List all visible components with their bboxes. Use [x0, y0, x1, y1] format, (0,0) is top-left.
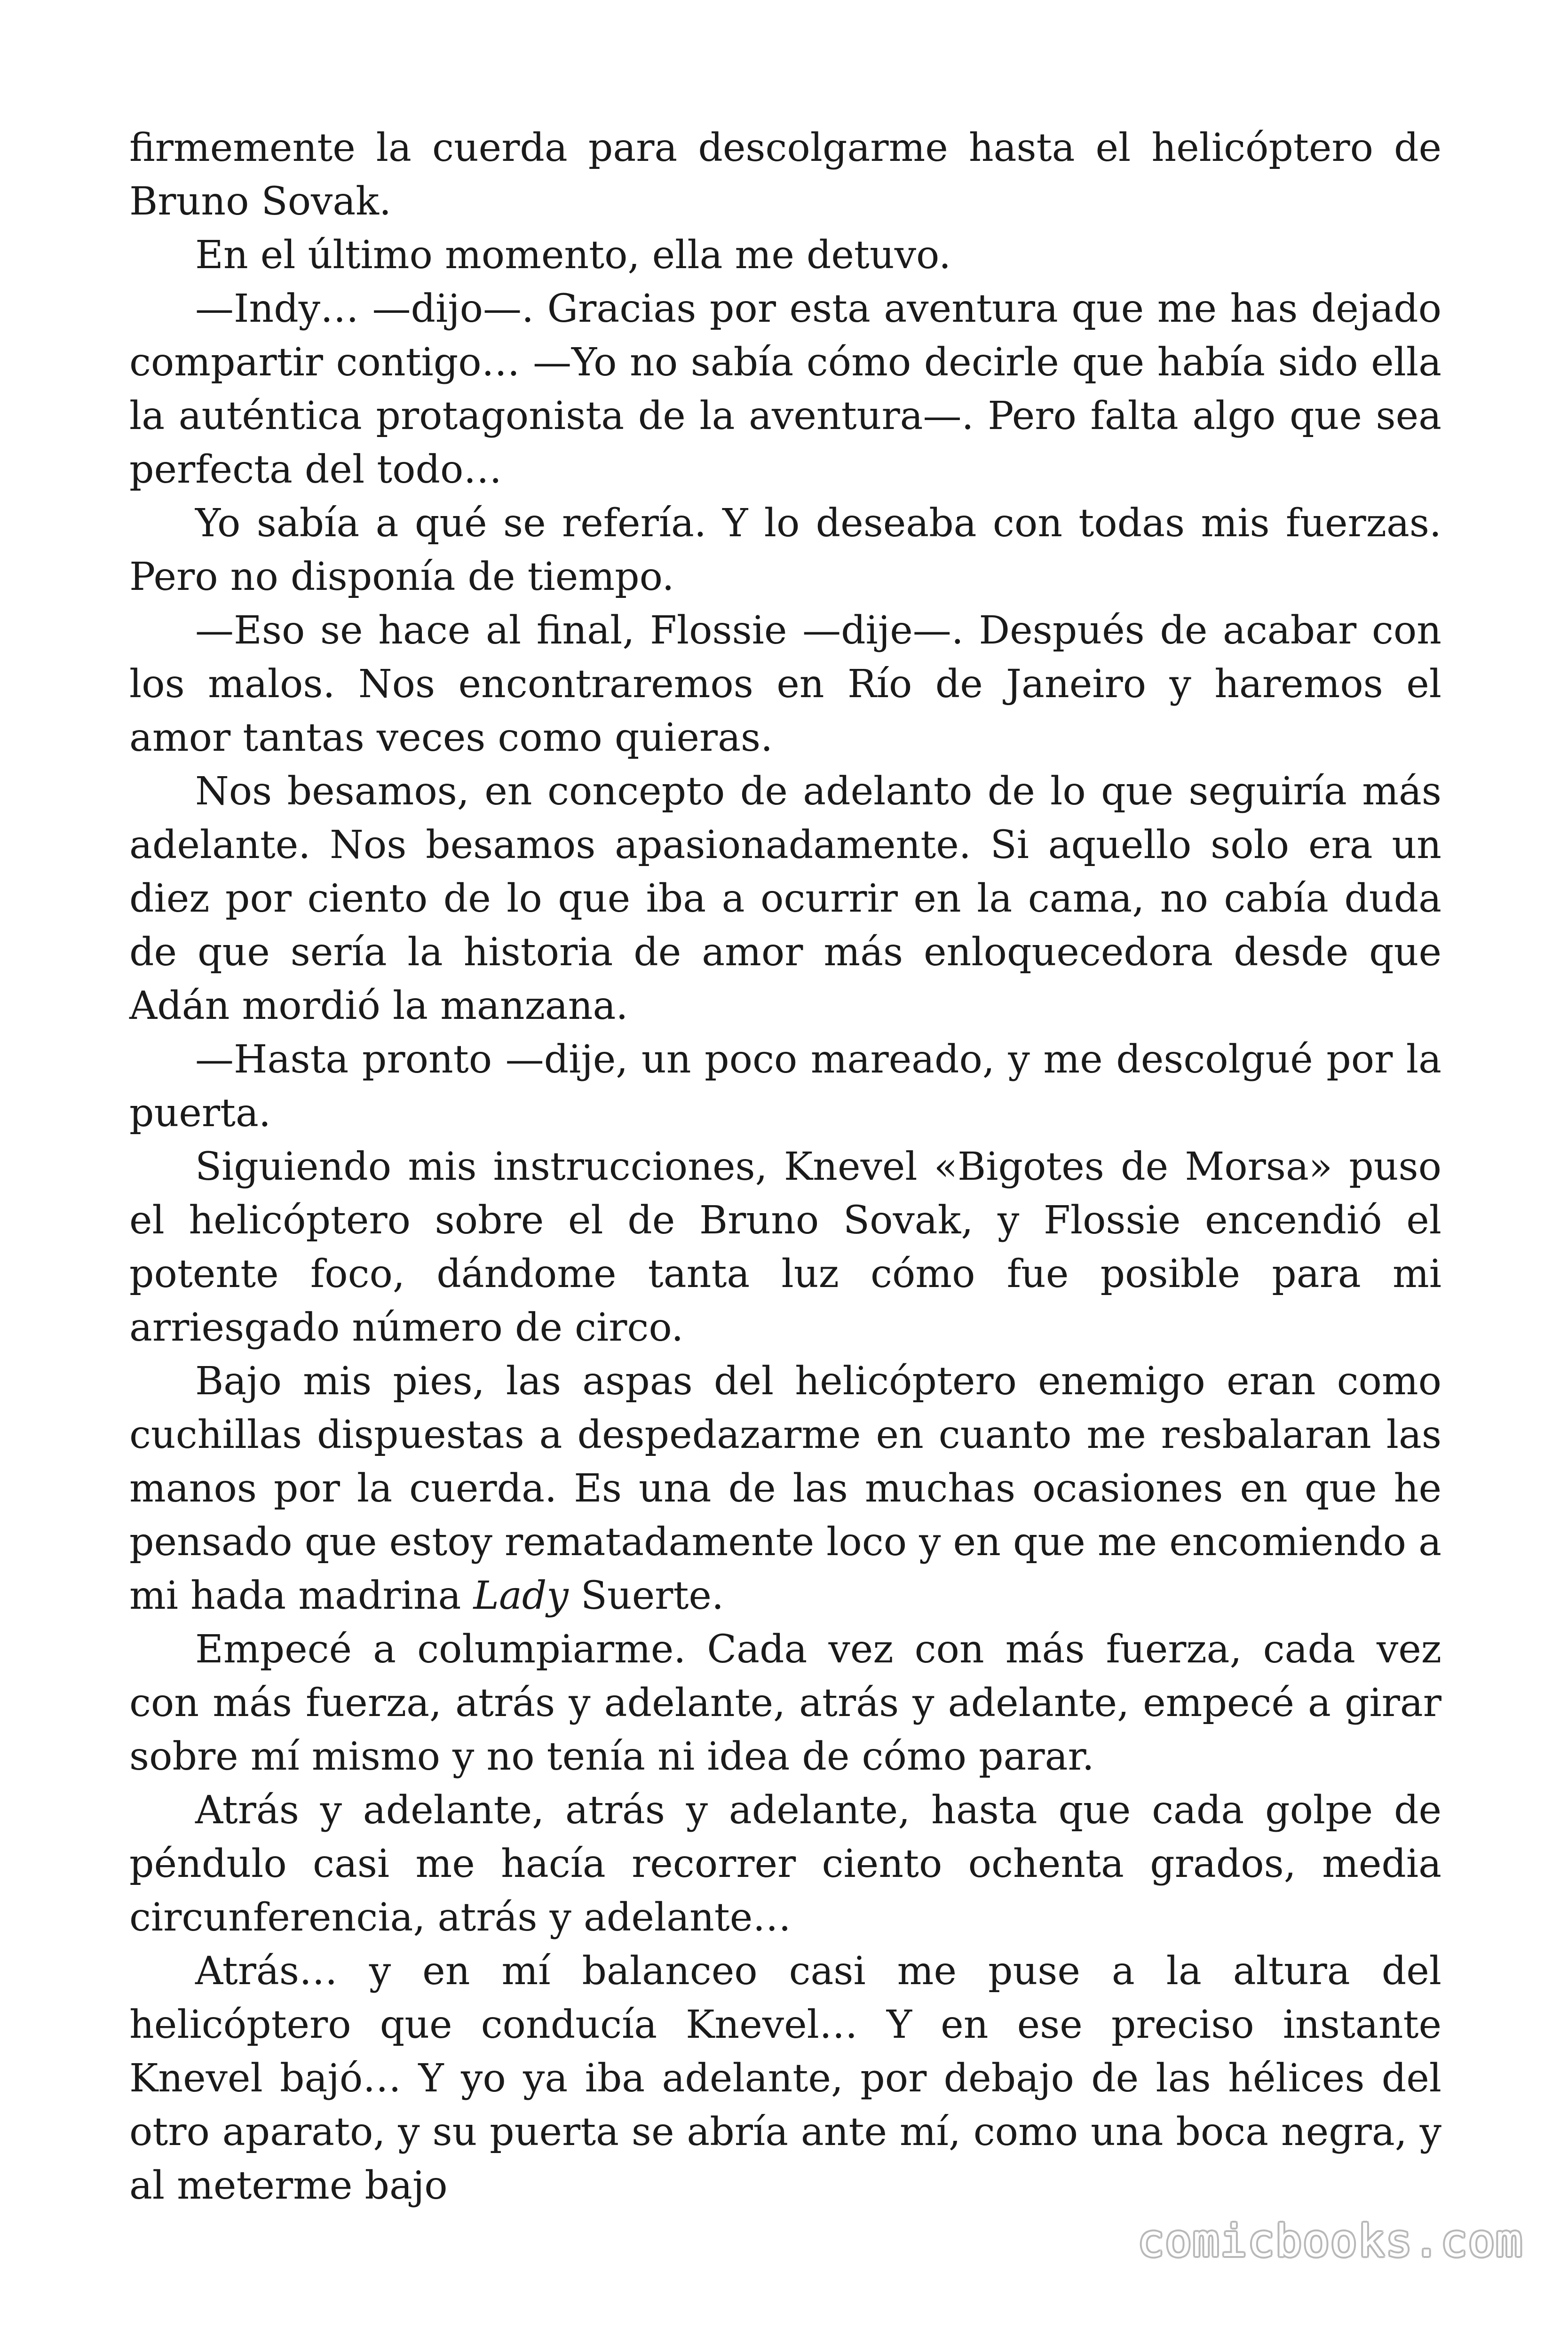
paragraph: Siguiendo mis instrucciones, Knevel «Bigotes de Morsa» puso el helicóptero sobre el de Bruno Sovak, y Flossie encendió el potente foco, dándome tanta luz cómo fue posible para mi arriesgado número de circo. [129, 1144, 1441, 1350]
paragraph-continuation: firmemente la cuerda para descolgarme hasta el helicóptero de Bruno Sovak. [129, 126, 1441, 224]
paragraph: Yo sabía a qué se refería. Y lo deseaba con todas mis fuerzas. Pero no disponía de tiempo. [129, 501, 1441, 599]
paragraph: —Indy… —dijo—. Gracias por esta aventura que me has dejado compartir contigo… —Yo no sabía cómo decirle que había sido ella la auténtica protagonista de la aventura—. Pero falta algo que sea perfecta del todo… [129, 286, 1441, 492]
watermark: comicbooks.com [1137, 2216, 1523, 2267]
page-text [129, 121, 1441, 2213]
paragraph: —Eso se hace al final, Flossie —dije—. Después de acabar con los malos. Nos encontraremos en Río de Janeiro y haremos el amor tantas veces como quieras. [129, 608, 1441, 760]
paragraph: Empecé a columpiarme. Cada vez con más fuerza, cada vez con más fuerza, atrás y adelante, atrás y adelante, empecé a girar sobre mí mismo y no tenía ni idea de cómo parar. [129, 1627, 1441, 1779]
paragraph: Atrás y adelante, atrás y adelante, hasta que cada golpe de péndulo casi me hacía recorrer ciento ochenta grados, media circunferencia, atrás y adelante… [129, 1788, 1441, 1940]
text-run: Suerte. [568, 1573, 724, 1618]
paragraph: Nos besamos, en concepto de adelanto de lo que seguiría más adelante. Nos besamos apasionadamente. Si aquello solo era un diez por ciento de lo que iba a ocurrir en la cama, no cabía duda de que sería la historia de amor más enloquecedora desde que Adán mordió la manzana. [129, 769, 1441, 1028]
italic-word: Lady [473, 1573, 569, 1618]
text-run: Bajo mis pies, las aspas del helicóptero enemigo eran como cuchillas dispuestas a despedazarme en cuanto me resbalaran las manos por la cuerda. Es una de las muchas ocasiones en que he pensado que estoy rematadamente loco y en que me encomiendo a mi hada madrina [129, 1359, 1441, 1618]
paragraph: Atrás… y en mí balanceo casi me puse a la altura del helicóptero que conducía Knevel… Y en ese preciso instante Knevel bajó… Y yo ya iba adelante, por debajo de las hélices del otro aparato, y su puerta se abría ante mí, como una boca negra, y al meterme bajo [129, 1949, 1441, 2208]
paragraph-with-italic [129, 1355, 1441, 1623]
paragraph: En el último momento, ella me detuvo. [195, 233, 951, 278]
paragraph: —Hasta pronto —dije, un poco mareado, y me descolgué por la puerta. [129, 1037, 1441, 1136]
